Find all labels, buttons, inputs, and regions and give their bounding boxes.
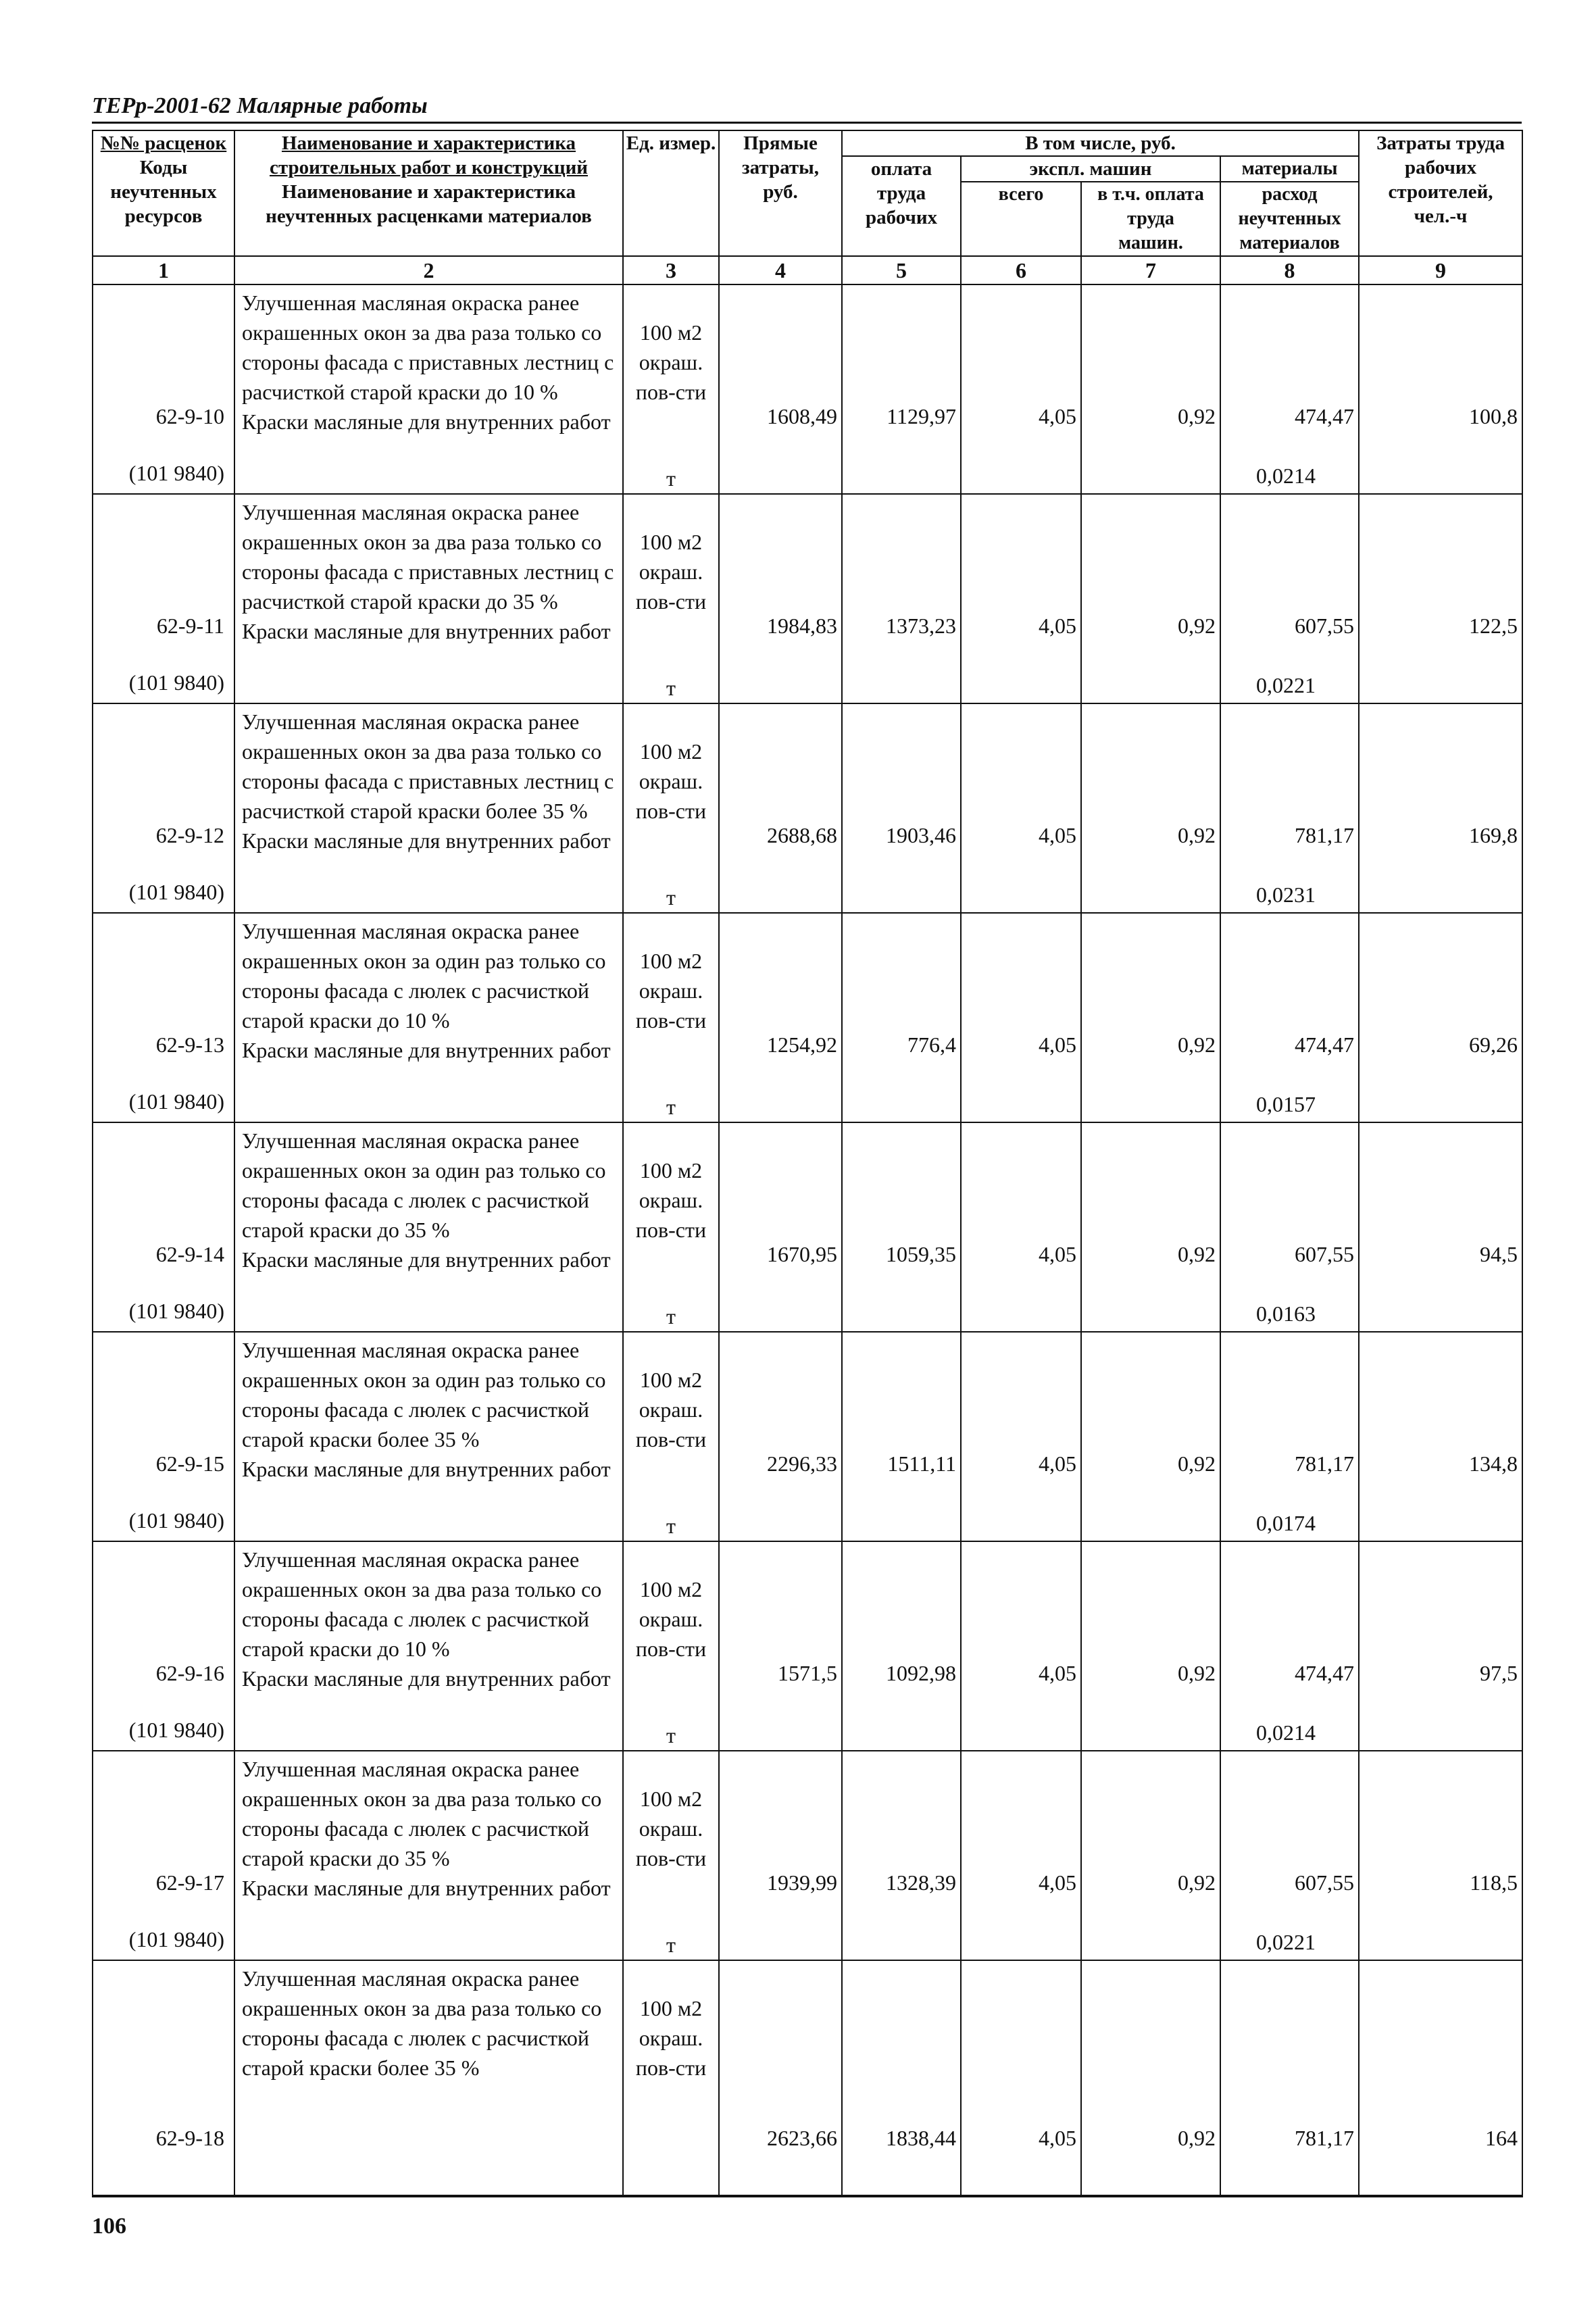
materials-cell [1220,284,1359,494]
unit: 100 м2 окраш. пов-сти [635,530,707,614]
wages-cell [842,494,961,703]
wages-cell [842,284,961,494]
machine-wages-cell [1081,1751,1220,1960]
resource-code: (101 9840) [128,1718,224,1742]
header-machines: экспл. машин [961,156,1220,182]
materials-cell [1220,1332,1359,1541]
wages-value: 1129,97 [887,404,956,428]
labor-value: 100,8 [1469,404,1518,428]
table-row [93,703,1522,913]
machine-wages-cell [1081,494,1220,703]
materials-value: 474,47 [1295,1032,1355,1057]
column-number: 1 [93,256,234,284]
wages-cell [842,1541,961,1751]
machine-wages-cell [1081,1960,1220,2197]
machines-total-value: 4,05 [1039,1451,1076,1476]
rate-code: 62-9-10 [155,404,224,428]
work-description-cell [234,1751,623,1960]
labor-cell [1359,1541,1522,1751]
resource-code: (101 9840) [128,1299,224,1323]
work-description: Улучшенная масляная окраска ранее окрашенных окон за два раза только со стороны фасада с люлек с расчисткой старой краски более 35 % [242,1966,602,2080]
material-description: Краски масляные для внутренних работ [242,619,611,643]
work-description-cell [234,703,623,913]
column-number: 6 [961,256,1081,284]
page-title: ТЕРр-2001-62 Малярные работы [92,93,428,118]
material-unit: т [666,1723,676,1747]
labor-cell [1359,1332,1522,1541]
materials-cell [1220,1541,1359,1751]
labor-value: 69,26 [1469,1032,1518,1057]
work-description-cell [234,1960,623,2197]
unit: 100 м2 окраш. пов-сти [635,1158,707,1242]
wages-cell [842,1751,961,1960]
column-number: 9 [1359,256,1522,284]
machines-total-cell [961,703,1081,913]
machines-total-value: 4,05 [1039,614,1076,638]
machines-total-cell [961,1332,1081,1541]
header-labor: Затраты труда рабочих строителей, чел.-ч [1359,130,1522,256]
labor-cell [1359,284,1522,494]
labor-value: 97,5 [1480,1661,1518,1685]
column-number: 4 [719,256,842,284]
unit: 100 м2 окраш. пов-сти [635,739,707,823]
material-description: Краски масляные для внутренних работ [242,1247,611,1272]
wages-value: 1059,35 [886,1242,956,1266]
resource-code: (101 9840) [128,670,224,695]
machines-total-value: 4,05 [1039,1661,1076,1685]
material-unit: т [666,676,676,700]
direct-costs-cell [719,1960,842,2197]
material-unit: т [666,885,676,910]
work-description-cell [234,1541,623,1751]
wages-value: 1838,44 [886,2126,956,2150]
table-row [93,1122,1522,1332]
footer-rule [92,2195,1522,2197]
direct-costs-value: 2688,68 [767,823,837,847]
header-wages: оплата труда рабочих [842,156,961,256]
labor-cell [1359,1960,1522,2197]
work-description: Улучшенная масляная окраска ранее окрашенных окон за два раза только со стороны фасада с приставных лестниц с расчисткой старой краски до 10 % [242,291,614,404]
wages-value: 1511,11 [887,1451,956,1476]
header-code: №№ расценок Коды неучтенных ресурсов [93,130,234,256]
machine-wages-value: 0,92 [1178,823,1216,847]
material-consumption-value: 0,0174 [1256,1511,1316,1535]
work-description: Улучшенная масляная окраска ранее окрашенных окон за два раза только со стороны фасада с люлек с расчисткой старой краски до 10 % [242,1547,602,1661]
material-description: Краски масляные для внутренних работ [242,1457,611,1481]
labor-value: 134,8 [1469,1451,1518,1476]
materials-value: 474,47 [1295,1661,1355,1685]
work-description: Улучшенная масляная окраска ранее окрашенных окон за один раз только со стороны фасада с люлек с расчисткой старой краски до 35 % [242,1128,606,1242]
machines-total-cell [961,1541,1081,1751]
unit-cell [623,1332,719,1541]
resource-code: (101 9840) [128,1927,224,1951]
materials-value: 781,17 [1295,1451,1355,1476]
header-direct-costs: Прямые затраты, руб. [719,130,842,256]
wages-value: 1373,23 [886,614,956,638]
table-row [93,494,1522,703]
direct-costs-cell [719,703,842,913]
unit: 100 м2 окраш. пов-сти [635,320,707,404]
table-body [93,284,1522,2197]
header-material-consumption: расход неучтенных материалов [1220,182,1359,256]
unit-cell [623,1751,719,1960]
machine-wages-cell [1081,1332,1220,1541]
direct-costs-value: 1984,83 [767,614,837,638]
resource-code: (101 9840) [128,880,224,904]
wages-value: 1328,39 [886,1870,956,1895]
labor-value: 94,5 [1480,1242,1518,1266]
wages-cell [842,1332,961,1541]
unit: 100 м2 окраш. пов-сти [635,1577,707,1661]
direct-costs-value: 2623,66 [767,2126,837,2150]
direct-costs-cell [719,1332,842,1541]
table-row [93,913,1522,1122]
material-consumption-value: 0,0214 [1256,464,1316,488]
labor-value: 118,5 [1470,1870,1518,1895]
wages-value: 776,4 [907,1032,956,1057]
rate-code: 62-9-14 [155,1242,224,1266]
rate-code-cell [93,1541,234,1751]
material-consumption-value: 0,0157 [1256,1092,1316,1116]
rate-code: 62-9-15 [155,1451,224,1476]
header-materials: материалы [1220,156,1359,182]
header-machines-total: всего [961,182,1081,256]
table-row [93,1960,1522,2197]
work-description-cell [234,284,623,494]
materials-cell [1220,1751,1359,1960]
column-number: 5 [842,256,961,284]
materials-cell [1220,913,1359,1122]
direct-costs-value: 1254,92 [767,1032,837,1057]
rate-code-cell [93,1122,234,1332]
machines-total-value: 4,05 [1039,1032,1076,1057]
unit: 100 м2 окраш. пов-сти [635,1787,707,1870]
header-group: В том числе, руб. [842,130,1359,156]
materials-value: 474,47 [1295,404,1355,428]
unit-cell [623,284,719,494]
unit-cell [623,1960,719,2197]
work-description: Улучшенная масляная окраска ранее окрашенных окон за один раз только со стороны фасада с люлек с расчисткой старой краски до 10 % [242,919,606,1032]
rates-table [92,130,1523,2197]
direct-costs-cell [719,913,842,1122]
material-description: Краски масляные для внутренних работ [242,1876,611,1900]
work-description-cell [234,913,623,1122]
direct-costs-cell [719,494,842,703]
rate-code-cell [93,494,234,703]
machine-wages-value: 0,92 [1178,1661,1216,1685]
material-consumption-value: 0,0221 [1256,673,1316,697]
rate-code-cell [93,1751,234,1960]
title-rule [92,122,1522,124]
direct-costs-value: 1939,99 [767,1870,837,1895]
machines-total-cell [961,1960,1081,2197]
rate-code: 62-9-18 [155,2126,224,2150]
work-description: Улучшенная масляная окраска ранее окрашенных окон за два раза только со стороны фасада с люлек с расчисткой старой краски до 35 % [242,1757,602,1870]
labor-value: 122,5 [1469,614,1518,638]
materials-cell [1220,1960,1359,2197]
wages-cell [842,1960,961,2197]
rate-code: 62-9-16 [155,1661,224,1685]
rate-code: 62-9-17 [155,1870,224,1895]
material-description: Краски масляные для внутренних работ [242,828,611,853]
direct-costs-cell [719,1751,842,1960]
machines-total-value: 4,05 [1039,823,1076,847]
wages-cell [842,1122,961,1332]
direct-costs-value: 1670,95 [767,1242,837,1266]
header-unit: Ед. измер. [623,130,719,256]
machines-total-cell [961,1751,1081,1960]
machine-wages-cell [1081,1541,1220,1751]
work-description: Улучшенная масляная окраска ранее окрашенных окон за два раза только со стороны фасада с приставных лестниц с расчисткой старой краски до 35 % [242,500,614,614]
machines-total-value: 4,05 [1039,1242,1076,1266]
column-number: 3 [623,256,719,284]
table-row [93,1332,1522,1541]
material-description: Краски масляные для внутренних работ [242,409,611,434]
machines-total-cell [961,494,1081,703]
labor-cell [1359,494,1522,703]
page-number: 106 [92,2214,126,2239]
unit: 100 м2 окраш. пов-сти [635,1368,707,1451]
materials-value: 781,17 [1295,2126,1355,2150]
work-description-cell [234,1332,623,1541]
material-description: Краски масляные для внутренних работ [242,1038,611,1062]
direct-costs-value: 2296,33 [767,1451,837,1476]
labor-value: 164 [1485,2126,1518,2150]
materials-value: 607,55 [1295,1870,1355,1895]
column-number: 7 [1081,256,1220,284]
resource-code: (101 9840) [128,1089,224,1114]
machines-total-cell [961,284,1081,494]
machine-wages-value: 0,92 [1178,2126,1216,2150]
wages-value: 1903,46 [886,823,956,847]
work-description-cell [234,1122,623,1332]
table-header [93,130,1522,284]
machines-total-value: 4,05 [1039,1870,1076,1895]
material-consumption-value: 0,0221 [1256,1930,1316,1954]
unit-cell [623,1122,719,1332]
wages-cell [842,703,961,913]
material-consumption-value: 0,0231 [1256,882,1316,907]
unit-cell [623,703,719,913]
labor-cell [1359,913,1522,1122]
material-unit: т [666,1933,676,1957]
material-description: Краски масляные для внутренних работ [242,1666,611,1691]
rate-code-cell [93,284,234,494]
column-number: 8 [1220,256,1359,284]
direct-costs-cell [719,1122,842,1332]
rate-code-cell [93,1332,234,1541]
table-row [93,1751,1522,1960]
machine-wages-value: 0,92 [1178,1032,1216,1057]
resource-code: (101 9840) [128,1508,224,1533]
header-machine-wages: в т.ч. оплата труда машин. [1081,182,1220,256]
material-consumption-value: 0,0163 [1256,1301,1316,1326]
wages-value: 1092,98 [886,1661,956,1685]
machines-total-value: 4,05 [1039,404,1076,428]
machine-wages-value: 0,92 [1178,1242,1216,1266]
materials-cell [1220,1122,1359,1332]
direct-costs-value: 1608,49 [767,404,837,428]
rate-code: 62-9-12 [155,823,224,847]
material-consumption-value: 0,0214 [1256,1720,1316,1745]
machine-wages-value: 0,92 [1178,1451,1216,1476]
machines-total-cell [961,1122,1081,1332]
rate-code-cell [93,1960,234,2197]
material-unit: т [666,466,676,491]
material-unit: т [666,1304,676,1328]
direct-costs-cell [719,284,842,494]
work-description: Улучшенная масляная окраска ранее окрашенных окон за два раза только со стороны фасада с приставных лестниц с расчисткой старой краски более 35 % [242,710,614,823]
machine-wages-cell [1081,284,1220,494]
unit-cell [623,913,719,1122]
unit: 100 м2 окраш. пов-сти [635,1996,707,2080]
wages-cell [842,913,961,1122]
rate-code: 62-9-13 [155,1032,224,1057]
column-numbers-row [93,256,1522,284]
header-name: Наименование и характеристика строительных работ и конструкций Наименование и характеристика неучтенных расценками материалов [234,130,623,256]
machines-total-cell [961,913,1081,1122]
direct-costs-cell [719,1541,842,1751]
machine-wages-value: 0,92 [1178,614,1216,638]
rate-code: 62-9-11 [156,614,224,638]
labor-cell [1359,703,1522,913]
machine-wages-value: 0,92 [1178,404,1216,428]
material-unit: т [666,1514,676,1538]
unit-cell [623,494,719,703]
rate-code-cell [93,913,234,1122]
rate-code-cell [93,703,234,913]
materials-cell [1220,703,1359,913]
machine-wages-cell [1081,1122,1220,1332]
materials-value: 781,17 [1295,823,1355,847]
table-row [93,1541,1522,1751]
materials-value: 607,55 [1295,614,1355,638]
machine-wages-cell [1081,703,1220,913]
resource-code: (101 9840) [128,461,224,485]
column-number: 2 [234,256,623,284]
table-row [93,284,1522,494]
unit-cell [623,1541,719,1751]
materials-cell [1220,494,1359,703]
unit: 100 м2 окраш. пов-сти [635,949,707,1032]
machine-wages-cell [1081,913,1220,1122]
material-unit: т [666,1095,676,1119]
machines-total-value: 4,05 [1039,2126,1076,2150]
labor-cell [1359,1751,1522,1960]
labor-cell [1359,1122,1522,1332]
labor-value: 169,8 [1469,823,1518,847]
materials-value: 607,55 [1295,1242,1355,1266]
machine-wages-value: 0,92 [1178,1870,1216,1895]
work-description-cell [234,494,623,703]
work-description: Улучшенная масляная окраска ранее окрашенных окон за один раз только со стороны фасада с люлек с расчисткой старой краски более 35 % [242,1338,606,1451]
direct-costs-value: 1571,5 [778,1661,837,1685]
